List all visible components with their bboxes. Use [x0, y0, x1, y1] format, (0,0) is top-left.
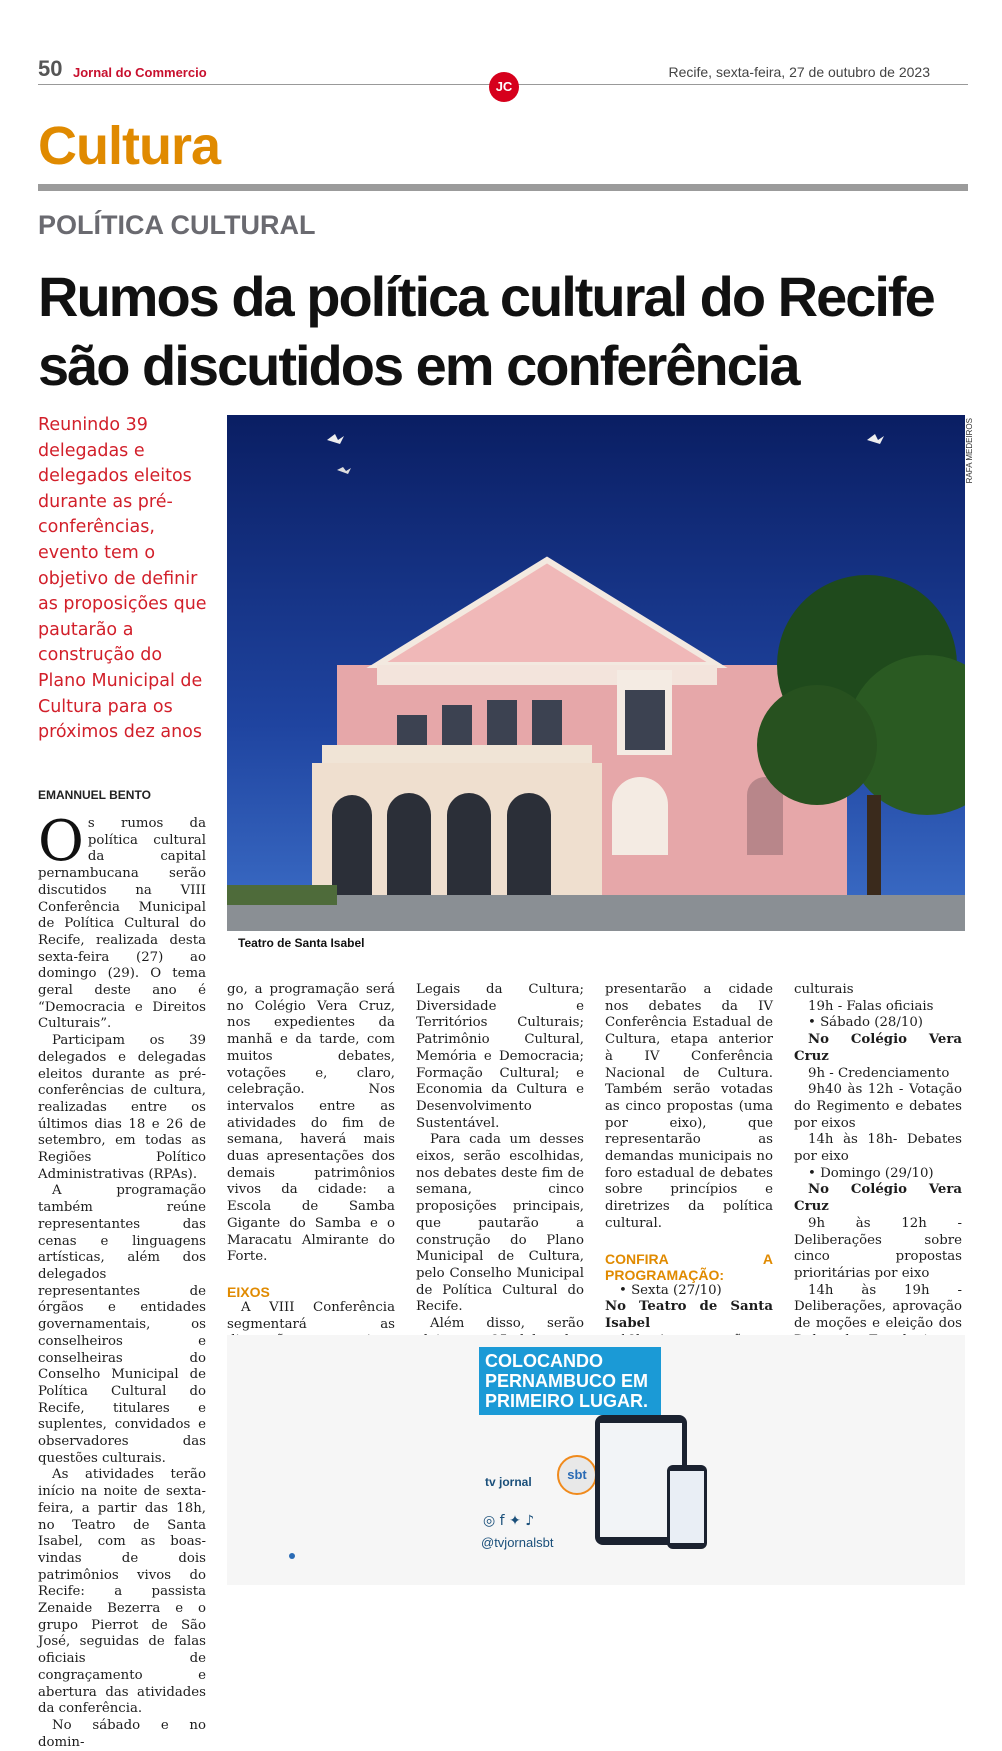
paragraph: A VIII Conferência segmentará as	[227, 1299, 395, 1332]
sbt-logo: sbt	[557, 1455, 597, 1495]
schedule-item: 14h às 19h - Deliberações, aprovação de moções e eleição dos	[794, 1282, 962, 1332]
article-column-4	[605, 982, 773, 1349]
schedule-day: • Sábado (28/10)	[808, 1015, 923, 1031]
instagram-icon: ◎	[483, 1513, 496, 1529]
schedule-day: • Domingo (29/10)	[808, 1165, 934, 1181]
jc-logo: JC	[489, 72, 519, 102]
paragraph: No sábado e no domin-	[38, 1717, 206, 1750]
byline: EMANNUEL BENTO	[38, 788, 151, 802]
ad-headline: COLOCANDO PERNAMBUCO EM PRIMEIRO LUGAR.	[479, 1347, 661, 1415]
paragraph: go, a programação será no Colégio Vera Cruz, nos expedientes da manhã e da tarde, com muitos debates, votações e, claro, celebração. Nos intervalos entre as atividades do fim de semana, haverá mais duas apresentações dos demais patrimônios vivos da cidade: a Escola de Samba Gigante do Samba e o Maracatu Almirante do Forte.	[227, 982, 395, 1265]
drop-cap: O	[38, 809, 84, 874]
photo-credit: RAFA MEDEIROS	[965, 418, 974, 484]
paragraph: As atividades terão início na noite de sexta-feira, a partir das 18h, no Teatro de Santa Isabel, com as boas-vindas de dois patrimônios vivos do Recife: a passista Zenaide Bezerra e o grupo Pierrot de São José, seguidas de falas oficiais de congraçamento e abertura das atividades da conferência.	[38, 1467, 206, 1717]
page-number: 50	[38, 56, 63, 81]
dot-icon	[289, 1553, 295, 1559]
subheading-programacao: CONFIRA A PROGRAMAÇÃO:	[605, 1250, 773, 1283]
paragraph: Legais da Cultura; Diversidade e Territórios Culturais; Patrimônio Cultural, Memória e Democracia; Formação Cultural; e Economia da Cultura e Desenvolvimento Sustentável.	[416, 982, 584, 1131]
dateline: Recife, sexta-feira, 27 de outubro de 2023	[668, 64, 930, 80]
headline-line-1: Rumos da política cultural do Recife	[38, 265, 934, 328]
social-handle: @tvjornalsbt	[481, 1535, 554, 1550]
paragraph: presentarão a cidade nos debates da IV Conferência Estadual de Cultura, etapa anterior à IV Conferência Nacional de Cultura. Também serão votadas as cinco propostas (uma por eixo), que representarão as demandas municipais no foro estadual de debates sobre princípios e diretrizes da política cultural.	[605, 982, 773, 1231]
headline	[38, 262, 978, 400]
schedule-venue: No Colégio Vera Cruz	[794, 1182, 962, 1215]
article-column-1	[38, 809, 206, 1751]
kicker: POLÍTICA CULTURAL	[38, 210, 316, 240]
lede: Reunindo 39 delegadas e delegados eleitos durante as pré-conferências, evento tem o objetivo de definir as proposições que pautarão a construção do Plano Municipal de Cultura para os próximos dez anos	[38, 415, 207, 743]
tv-jornal-logo: tv jornal	[485, 1475, 532, 1489]
schedule-item: culturais	[794, 982, 854, 997]
schedule-day: • Sexta (27/10)	[619, 1282, 722, 1298]
photo-caption: Teatro de Santa Isabel	[238, 936, 365, 950]
section-divider	[38, 184, 968, 191]
schedule-item: 9h40 às 12h - Votação do Regimento e debates por eixos	[794, 1082, 962, 1131]
schedule-item: 9h às 12h - Deliberações sobre cinco propostas prioritárias por eixo	[794, 1215, 962, 1281]
schedule-item: 14h às 18h- Debates por eixo	[794, 1132, 962, 1165]
schedule-item: 19h - Falas oficiais	[808, 998, 934, 1014]
headline-line-2: são discutidos em conferência	[38, 334, 799, 397]
advertisement[interactable]	[227, 1335, 965, 1585]
article-column-5	[794, 982, 962, 1349]
paragraph: A programação também reúne representantes das cenas e linguagens artísticas, além dos delegados representantes de órgãos e entidades governamentais, os conselheiros e conselheiras do Conselho Municipal de Política Cultural do Recife, titulares e suplentes, convidados e observadores das questões culturais.	[38, 1183, 206, 1466]
schedule-venue: No Colégio Vera Cruz	[794, 1032, 962, 1064]
subheading-eixos: EIXOS	[227, 1283, 270, 1300]
social-icons	[483, 1513, 534, 1529]
paragraph: Para cada um desses eixos, serão escolhidas, nos debates deste fim de semana, cinco proposições principais, que pautarão a construção do Plano Municipal de Cultura, pelo Conselho Municipal de Política Cultural do Recife.	[416, 1132, 584, 1315]
phone-mockup	[667, 1465, 707, 1549]
article-column-3	[416, 982, 584, 1366]
tiktok-icon: ♪	[525, 1513, 535, 1529]
paragraph: s rumos da política cultural da capital pernambucana serão discutidos na VIII Conferência Municipal de Política Cultural do Recife, realizada desta sexta-feira (27) ao domingo (29). O tema geral deste ano é “Democracia e Direitos Culturais”.	[38, 816, 206, 1032]
paragraph: Participam os 39 delegados e delegadas eleitos durante as pré-conferências de cultura, realizadas entre os últimos dias 18 e 26 de setembro, em todas as Regiões Político Administrativas (RPAs).	[38, 1033, 206, 1182]
schedule-venue: No Teatro de Santa Isabel	[605, 1299, 773, 1331]
section-title: Cultura	[38, 116, 220, 176]
facebook-icon: f	[499, 1513, 505, 1529]
photo-teatro-santa-isabel	[227, 415, 965, 931]
paragraph: Além disso, serão	[430, 1316, 584, 1332]
schedule-item: 9h - Credenciamento	[808, 1065, 950, 1081]
newspaper-name: Jornal do Commercio	[73, 65, 207, 80]
twitter-icon: ✦	[509, 1513, 521, 1529]
